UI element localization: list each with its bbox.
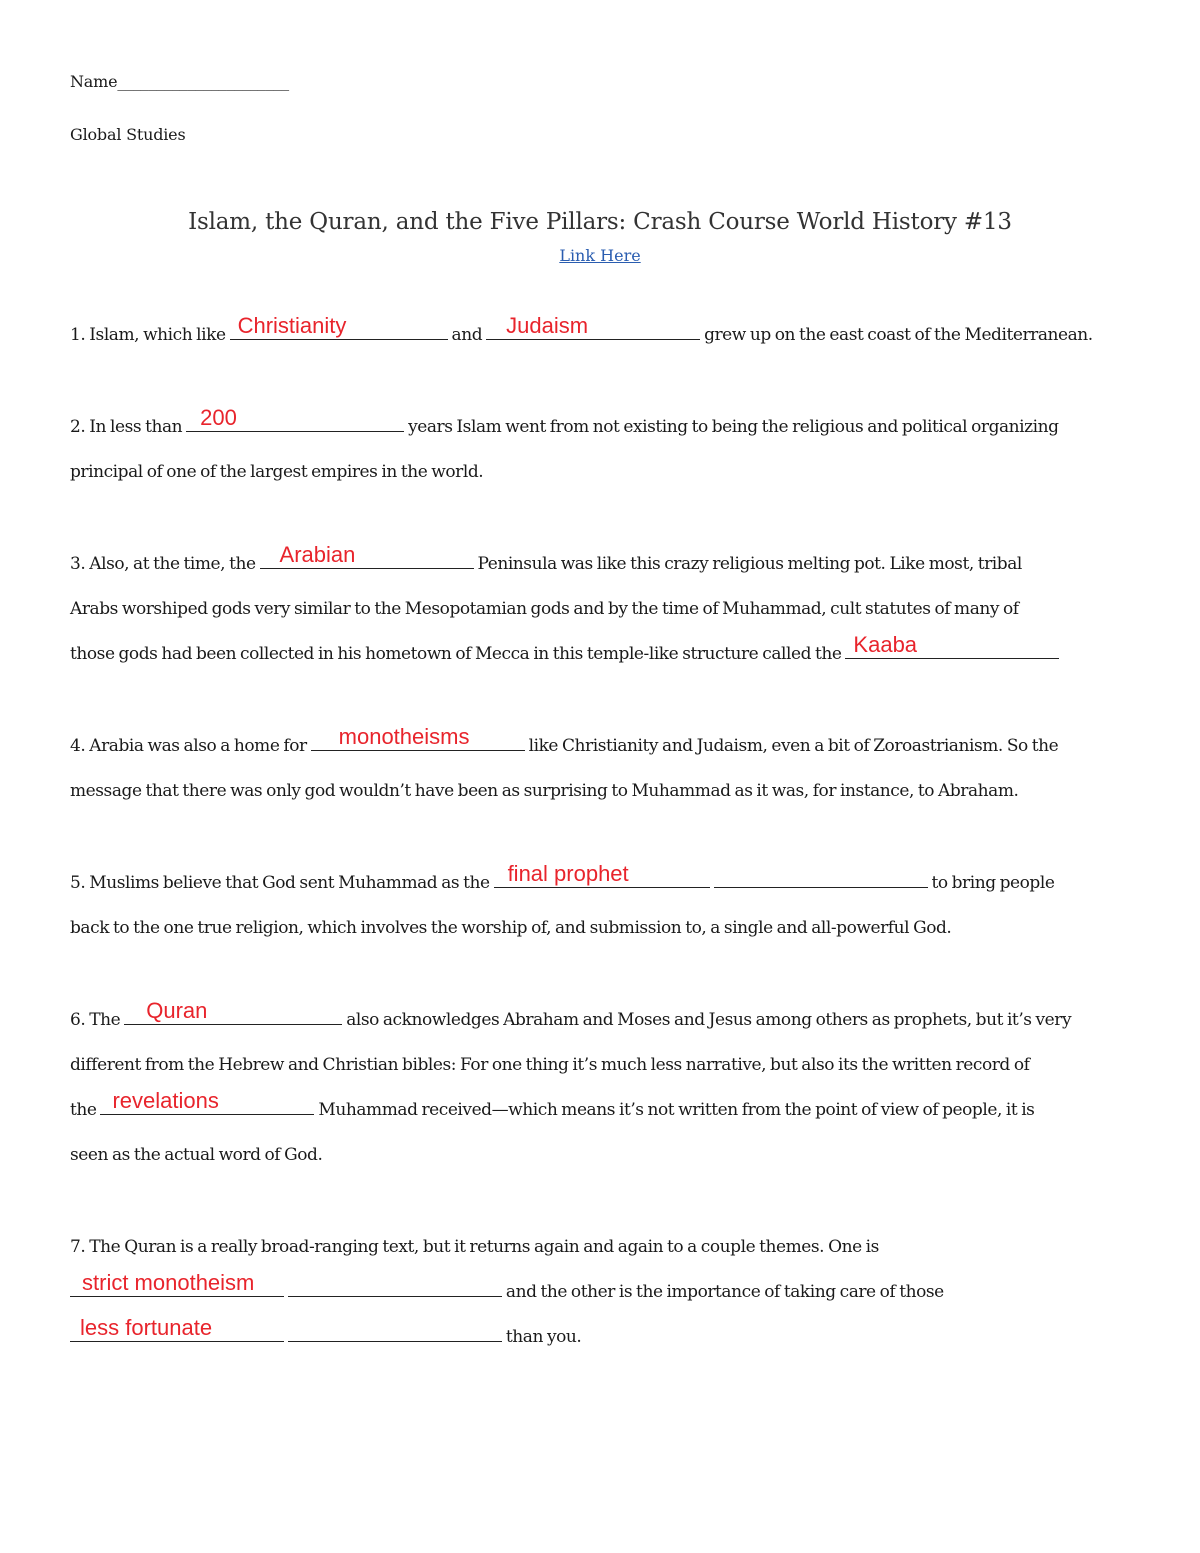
question-text: the	[70, 1100, 101, 1120]
question-line	[70, 998, 1140, 1043]
question-text: grew up on the east coast of the Mediterranean.	[700, 325, 1093, 345]
course-label: Global Studies	[70, 125, 186, 144]
question-line: principal of one of the largest empires in the world.	[70, 462, 484, 482]
question-line	[70, 405, 1140, 450]
question-7	[70, 1225, 1140, 1360]
answer-blank[interactable]	[230, 313, 448, 340]
question-text: 5. Muslims believe that God sent Muhammad as the	[70, 873, 494, 893]
question-line	[70, 1088, 1140, 1133]
question-line	[70, 861, 1140, 906]
answer-blank[interactable]	[186, 405, 404, 432]
question-text: those gods had been collected in his hometown of Mecca in this temple-like structure called the	[70, 644, 846, 664]
answer-blank[interactable]	[494, 861, 710, 888]
question-text: and the other is the importance of taking care of those	[501, 1282, 944, 1302]
question-6	[70, 998, 1140, 1178]
question-text: like Christianity and Judaism, even a bit of Zoroastrianism. So the	[524, 736, 1059, 756]
answer-blank[interactable]	[100, 1088, 314, 1115]
answer-blank[interactable]	[260, 542, 474, 569]
question-text: 4. Arabia was also a home for	[70, 736, 311, 756]
question-text: 2. In less than	[70, 417, 187, 437]
question-text: also acknowledges Abraham and Moses and Jesus among others as prophets, but it’s very	[342, 1010, 1072, 1030]
answer-text: monotheisms	[338, 724, 470, 749]
answer-blank[interactable]	[845, 632, 1059, 659]
question-text: than you.	[501, 1327, 582, 1347]
question-2	[70, 405, 1140, 495]
question-line: Arabs worshiped gods very similar to the Mesopotamian gods and by the time of Muhammad, cult statutes of many of	[70, 599, 1019, 619]
answer-blank[interactable]	[288, 1279, 502, 1297]
question-text: and	[447, 325, 487, 345]
question-line	[70, 1270, 1140, 1315]
answer-blank[interactable]	[288, 1324, 502, 1342]
question-text: 3. Also, at the time, the	[70, 554, 260, 574]
question-line	[70, 632, 1140, 677]
answer-text: revelations	[112, 1088, 219, 1113]
answer-text: Christianity	[237, 313, 347, 338]
question-line	[70, 313, 1140, 358]
name-field-label: Name______________________	[70, 72, 289, 91]
answer-text: 200	[200, 405, 237, 430]
question-text: 6. The	[70, 1010, 125, 1030]
answer-text: Judaism	[506, 313, 589, 338]
question-1	[70, 313, 1140, 358]
answer-blank[interactable]	[70, 1270, 284, 1297]
question-line: different from the Hebrew and Christian bibles: For one thing it’s much less narrative, but also its the written record of	[70, 1055, 1030, 1075]
answer-text: less fortunate	[80, 1315, 213, 1340]
answer-blank[interactable]	[714, 870, 928, 888]
question-text: to bring people	[927, 873, 1055, 893]
question-line: message that there was only god wouldn’t have been as surprising to Muhammad as it was, for instance, to Abraham.	[70, 781, 1019, 801]
video-link[interactable]: Link Here	[559, 246, 641, 265]
answer-text: Quran	[146, 998, 208, 1023]
answer-blank[interactable]	[124, 998, 342, 1025]
question-line	[70, 542, 1140, 587]
question-5	[70, 861, 1140, 951]
answer-text: Kaaba	[853, 632, 918, 657]
answer-blank[interactable]	[486, 313, 700, 340]
answer-blank[interactable]	[311, 724, 525, 751]
answer-blank[interactable]	[70, 1315, 284, 1342]
question-text: years Islam went from not existing to being the religious and political organizing	[404, 417, 1059, 437]
question-line: 7. The Quran is a really broad-ranging text, but it returns again and again to a couple themes. One is	[70, 1237, 879, 1257]
question-line	[70, 724, 1140, 769]
question-text: 1. Islam, which like	[70, 325, 230, 345]
question-3	[70, 542, 1140, 677]
page-title: Islam, the Quran, and the Five Pillars: Crash Course World History #13	[188, 209, 1012, 235]
answer-text: strict monotheism	[82, 1270, 255, 1295]
answer-text: Arabian	[279, 542, 356, 567]
question-line: seen as the actual word of God.	[70, 1145, 323, 1165]
question-4	[70, 724, 1140, 814]
question-line: back to the one true religion, which involves the worship of, and submission to, a single and all-powerful God.	[70, 918, 952, 938]
answer-text: final prophet	[507, 861, 629, 886]
question-text: Muhammad received—which means it’s not written from the point of view of people, it is	[314, 1100, 1035, 1120]
question-text: Peninsula was like this crazy religious melting pot. Like most, tribal	[473, 554, 1022, 574]
question-line	[70, 1315, 1140, 1360]
